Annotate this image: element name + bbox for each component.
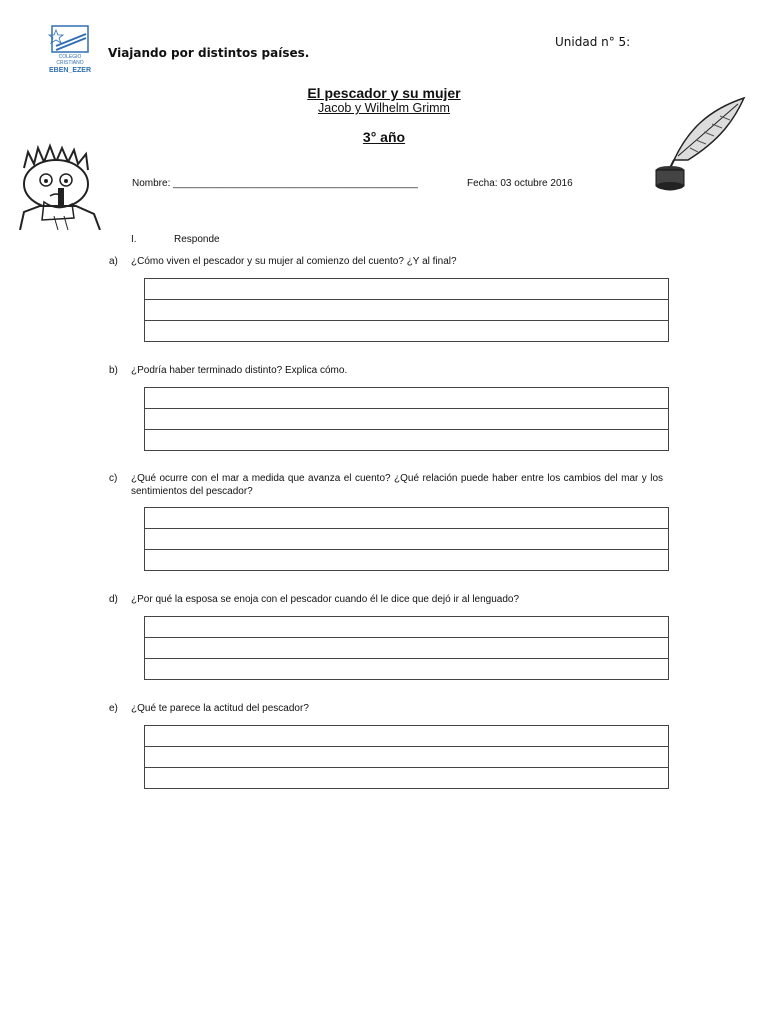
answer-box-e[interactable] [144,725,669,789]
answer-line[interactable] [145,321,669,342]
grade-level: 3° año [362,129,406,145]
school-logo [34,24,106,74]
question-letter: a) [109,256,118,267]
answer-line[interactable] [145,388,669,409]
answer-line[interactable] [145,638,669,659]
answer-line[interactable] [145,768,669,789]
logo-text-1: COLEGIO [58,54,82,60]
answer-line[interactable] [145,430,669,451]
question-letter: e) [109,703,118,714]
question-text: ¿Qué ocurre con el mar a medida que avanza el cuento? ¿Qué relación puede haber entre los cambios del mar y los sentimientos del pescador? [131,473,663,497]
authors: Jacob y Wilhelm Grimm [318,101,450,115]
answer-box-c[interactable] [144,507,669,571]
name-field-label: Nombre: ____________________________________________ [132,178,418,189]
answer-line[interactable] [145,409,669,430]
answer-box-a[interactable] [144,278,669,342]
question-text: ¿Por qué la esposa se enoja con el pescador cuando él le dice que dejó ir al lenguado? [131,594,520,605]
answer-line[interactable] [145,747,669,768]
question-text: ¿Podría haber terminado distinto? Explica cómo. [131,365,348,376]
logo-text-2: CRISTIANO [56,60,84,66]
question-text: ¿Qué te parece la actitud del pescador? [131,703,309,714]
answer-line[interactable] [145,529,669,550]
question-letter: d) [109,594,118,605]
answer-line[interactable] [145,279,669,300]
answer-line[interactable] [145,659,669,680]
question-text: ¿Cómo viven el pescador y su mujer al comienzo del cuento? ¿Y al final? [131,256,457,267]
section-label: Responde [174,234,220,245]
quill-inkwell-illustration [638,90,750,194]
answer-box-d[interactable] [144,616,669,680]
page-title: El pescador y su mujer [307,85,461,101]
date-label: Fecha: 03 octubre 2016 [467,178,573,189]
question-letter: b) [109,365,118,376]
answer-box-b[interactable] [144,387,669,451]
answer-line[interactable] [145,550,669,571]
thinking-boy-illustration [14,140,110,230]
answer-line[interactable] [145,300,669,321]
answer-line[interactable] [145,617,669,638]
section-number: I. [131,234,137,245]
answer-line[interactable] [145,508,669,529]
answer-line[interactable] [145,726,669,747]
logo-text-3: EBEN_EZER [48,67,92,74]
unit-number: Unidad n° 5: [555,35,631,49]
question-letter: c) [109,473,118,484]
unit-subtitle: Viajando por distintos países. [108,46,310,60]
